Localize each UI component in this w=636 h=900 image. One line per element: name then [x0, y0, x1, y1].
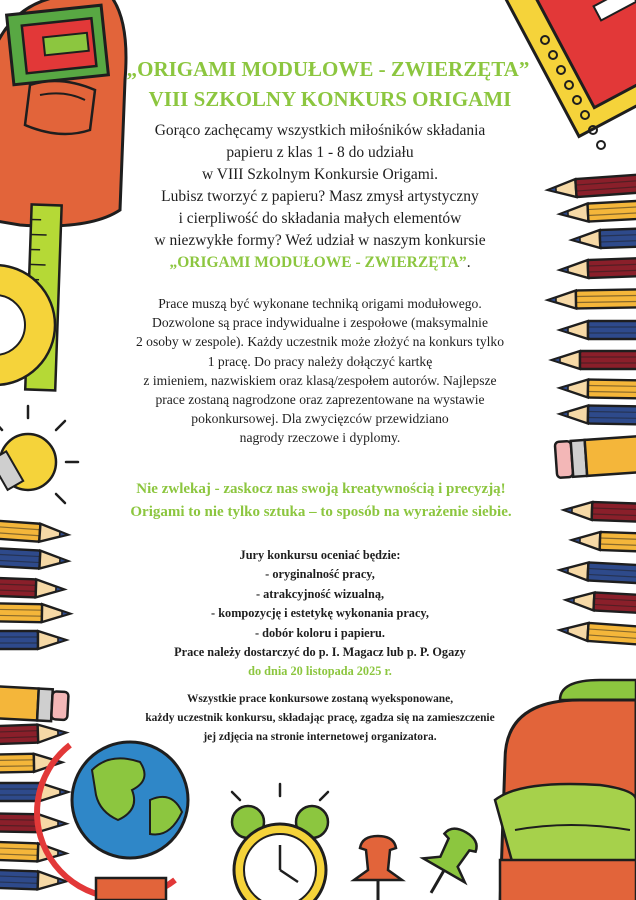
intro-line: Lubisz tworzyć z papieru? Masz zmysł artystyczny: [161, 188, 479, 205]
contest-name-highlight: „ORIGAMI MODUŁOWE - ZWIERZĘTA”: [169, 254, 467, 271]
alarm-clock-icon: [232, 784, 328, 900]
pencil-icon: [560, 379, 636, 399]
backpack-icon: [0, 0, 126, 226]
intro-line: i cierpliwość do składania małych elementów: [178, 210, 462, 227]
final-line: każdy uczestnik konkursu, składając pracę, zgadza się na zamieszczenie: [145, 712, 495, 724]
poster-title: „ORIGAMI MODUŁOWE - ZWIERZĘTA”: [126, 57, 530, 81]
pencil-icon: [559, 621, 636, 646]
pencil-icon: [0, 841, 66, 862]
pencil-icon: [560, 199, 636, 223]
intro-line: w VIII Szkolnym Konkursie Origami.: [201, 166, 439, 183]
delivery-info: Prace należy dostarczyć do p. I. Magacz lub p. P. Ogazy: [174, 645, 466, 660]
final-line: Wszystkie prace konkursowe zostaną wyeksponowane,: [186, 693, 454, 705]
pencil-icon: [572, 227, 636, 249]
intro-line: papieru z klas 1 - 8 do udziału: [226, 144, 414, 161]
intro-period: .: [466, 254, 471, 271]
pencil-icon: [0, 547, 68, 570]
pencil-icon: [566, 591, 636, 615]
eraser-pencil-icon: [555, 436, 636, 478]
pencil-icon: [547, 173, 636, 646]
intro-line: w niezwykłe formy? Weź udział w naszym konkursie: [154, 232, 486, 249]
pencil-icon: [0, 603, 70, 623]
rules-line: Dozwolone są prace indywidualne i zespołowe (maksymalnie: [152, 315, 488, 331]
pencil-icon: [0, 577, 64, 598]
pencil-icon: [564, 501, 636, 523]
promo-slogan: [96, 478, 546, 524]
jury-section: [120, 546, 520, 682]
pencil-icon: [560, 321, 636, 339]
eraser-pencil-icon: [0, 686, 69, 722]
intro-highlight-line: [110, 252, 530, 274]
pencil-icon: [0, 813, 66, 833]
pencil-icon: [0, 519, 68, 544]
rules-line: nagrody rzeczowe i dyplomy.: [239, 430, 401, 446]
rules-paragraph: [112, 294, 528, 448]
jury-criterion: - atrakcyjność wizualną,: [255, 586, 385, 601]
pencil-icon: [572, 531, 636, 553]
jury-criterion: - oryginalność pracy,: [265, 567, 375, 582]
rules-line: 1 pracę. Do pracy należy dołączyć kartkę: [207, 353, 433, 369]
final-line: jej zdjęcia na stronie internetowej organizatora.: [203, 731, 437, 743]
rules-line: Prace muszą być wykonane techniką origami modułowego.: [158, 296, 482, 311]
pencil-icon: [0, 783, 68, 801]
rules-line: pokonkursowej. Dla zwycięzców przewidziano: [191, 411, 449, 427]
pencil-icon: [560, 257, 636, 279]
rules-line: prace zostaną nagrodzone oraz zaprezentowane na wystawie: [155, 392, 485, 408]
pencil-icon: [547, 173, 636, 198]
intro-paragraph: [110, 120, 530, 274]
final-note: [92, 690, 548, 747]
pencil-icon: [560, 561, 636, 585]
pencil-icon: [0, 631, 66, 649]
lightbulb-icon: [0, 406, 78, 503]
jury-heading: Jury konkursu oceniać będzie:: [239, 548, 401, 562]
pencil-icon: [0, 869, 66, 890]
jury-criterion: - dobór koloru i papieru.: [255, 625, 385, 640]
rules-line: 2 osoby w zespole). Każdy uczestnik może złożyć na konkurs tylko: [135, 334, 505, 350]
pencil-icon: [548, 289, 636, 309]
pushpin-icon: [410, 820, 487, 900]
pencil-icon: [552, 351, 636, 369]
jury-criterion: - kompozycję i estetykę wykonania pracy,: [211, 606, 429, 621]
pencil-icon: [0, 724, 66, 745]
deadline: do dnia 20 listopada 2025 r.: [248, 664, 392, 679]
poster-subtitle: VIII SZKOLNY KONKURS ORIGAMI: [148, 87, 512, 111]
pencil-icon: [560, 405, 636, 425]
pushpin-icon: [354, 836, 402, 900]
rules-line: z imieniem, nazwiskiem oraz klasą/zespołem autorów. Najlepsze: [143, 372, 497, 388]
intro-line: Gorąco zachęcamy wszystkich miłośników składania: [154, 122, 486, 139]
promo-line-2: Origami to nie tylko sztuka – to sposób na wyrażenie siebie.: [130, 504, 512, 520]
promo-line-1: Nie zwlekaj - zaskocz nas swoją kreatywnością i precyzją!: [136, 481, 506, 497]
